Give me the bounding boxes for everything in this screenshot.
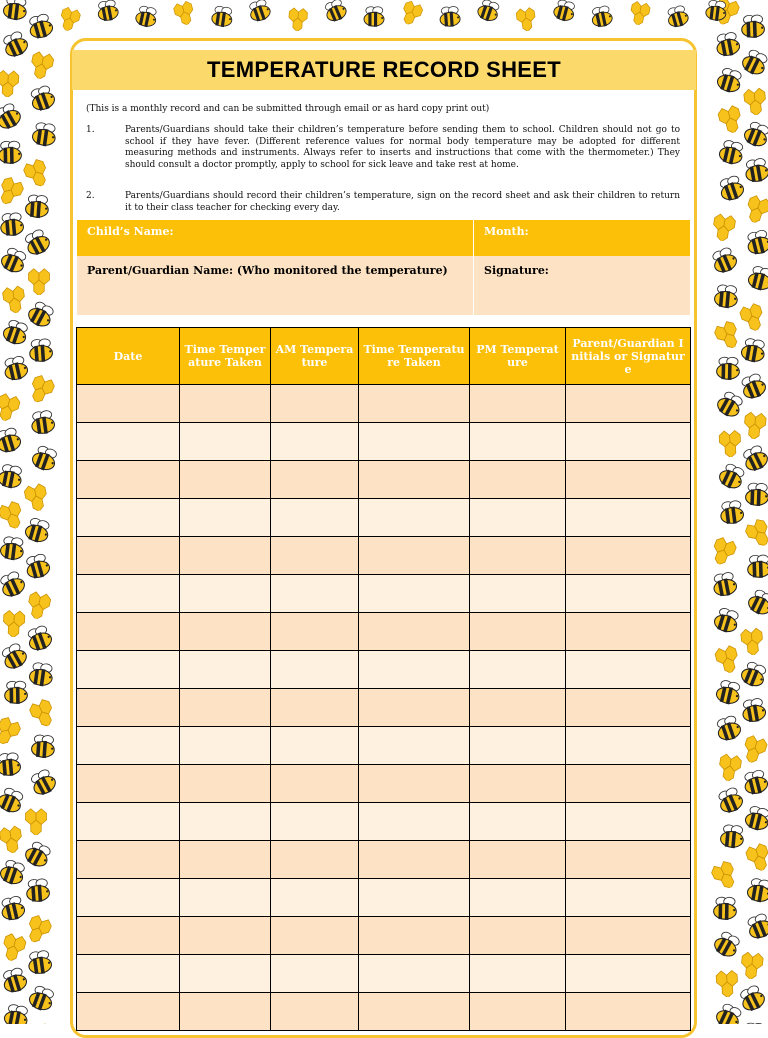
pm-temperature-cell[interactable] [470,841,566,879]
pm-temperature-cell[interactable] [470,461,566,499]
signature-cell[interactable] [566,651,691,689]
honeycomb-icon [711,213,736,243]
pm-temperature-cell[interactable] [470,423,566,461]
bee-icon [744,157,768,183]
table-header-row [77,328,691,385]
bee-icon [0,570,27,600]
time-pm-cell[interactable] [359,955,470,993]
table-row [77,689,691,727]
bee-icon [710,246,740,276]
honeycomb-icon [709,536,738,569]
bee-icon [720,824,745,849]
time-pm-cell[interactable] [359,727,470,765]
bee-icon [25,299,56,330]
bee-icon [211,5,234,28]
bee-icon [714,1002,744,1024]
table-row [77,613,691,651]
bee-icon [439,6,460,27]
table-row [77,841,691,879]
honeycomb-icon [717,104,744,136]
signature-cell[interactable] [566,955,691,993]
signature-cell[interactable] [566,575,691,613]
date-cell[interactable] [77,651,180,689]
honeycomb-icon [25,591,51,622]
table-row [77,499,691,537]
pm-temperature-cell[interactable] [470,955,566,993]
bee-icon [714,389,745,420]
signature-cell[interactable] [566,461,691,499]
honeycomb-icon [0,175,25,209]
honeycomb-icon [716,970,738,998]
bee-icon [25,194,49,218]
honeycomb-icon [740,628,764,657]
bee-icon [134,5,158,29]
honeycomb-icon [628,1,650,27]
bee-icon [717,462,747,492]
instruction-1 [86,125,680,171]
time-pm-cell[interactable] [359,613,470,651]
am-temperature-cell[interactable] [271,385,359,423]
signature-cell[interactable] [566,765,691,803]
childs-name-label: Child’s Name: [87,225,174,238]
bee-icon [740,337,766,363]
bee-icon [31,122,57,148]
instruction-number: 1. [86,125,95,135]
month-label: Month: [484,225,529,238]
time-pm-cell[interactable] [359,879,470,917]
am-temperature-cell[interactable] [271,423,359,461]
time-am-cell[interactable] [180,537,271,575]
honeycomb-icon [0,70,19,98]
bee-icon [24,553,52,581]
bee-icon [3,1003,30,1024]
signature-cell[interactable] [566,727,691,765]
bee-icon [739,660,768,690]
bee-icon [96,0,119,22]
time-pm-cell[interactable] [359,423,470,461]
bee-icon [716,357,739,380]
bee-icon [364,7,384,27]
honeycomb-icon [0,715,22,749]
honeycomb-icon [710,859,741,893]
time-pm-cell[interactable] [359,765,470,803]
date-cell[interactable] [77,575,180,613]
bee-icon [0,752,21,777]
bee-icon [716,786,746,816]
title-bar [72,50,696,90]
am-temperature-cell[interactable] [271,841,359,879]
signature-cell[interactable] [566,537,691,575]
table-row [77,651,691,689]
temperature-log-table [76,327,691,1031]
time-am-cell[interactable] [180,993,271,1031]
bee-icon [741,15,764,38]
time-am-cell[interactable] [180,499,271,537]
honeycomb-icon [0,500,26,533]
signature-label: Signature: [484,264,549,277]
pm-temperature-cell[interactable] [470,803,566,841]
bee-icon [552,0,576,23]
bee-icon [476,0,501,24]
bee-icon [0,536,25,561]
table-row [77,955,691,993]
pm-temperature-cell[interactable] [470,385,566,423]
honeycomb-icon [57,6,81,34]
bee-icon [739,48,768,78]
bee-icon [714,31,741,58]
bee-icon [711,929,742,960]
bee-icon [665,4,690,29]
table-row [77,765,691,803]
honeycomb-icon [23,483,49,514]
pm-temperature-cell[interactable] [470,651,566,689]
column-header-date: Date [77,328,180,385]
date-cell[interactable] [77,423,180,461]
bee-icon [322,0,348,24]
honeycomb-icon [23,913,53,946]
bee-icon [719,500,744,525]
pm-temperature-cell[interactable] [470,499,566,537]
signature-cell[interactable] [566,879,691,917]
bee-icon [27,984,56,1013]
column-header-pm-temperature: PM Temperature [470,328,566,385]
bee-icon [3,0,28,21]
bee-icon [714,714,743,743]
bee-icon [0,858,27,887]
guardian-name-label: Parent/Guardian Name: (Who monitored the temperature) [87,264,448,277]
bee-icon [718,139,745,166]
table-row [77,537,691,575]
instruction-text: Parents/Guardians should take their children’s temperature before sending them to school. Children should not go to school if they have fever. (Different reference values for normal body temperature may be adopted for different measuring methods and instruments. Always refer to inserts and instructions that come with the thermometer.) They should consult a doctor promptly, apply to school for sick leave and take rest at home. [125,125,680,170]
bee-icon [745,912,768,942]
bee-icon [0,463,24,490]
table-row [77,879,691,917]
signature-cell[interactable] [566,993,691,1031]
bee-icon [590,5,614,29]
honeycomb-icon [719,430,741,458]
signature-cell[interactable] [566,423,691,461]
am-temperature-cell[interactable] [271,537,359,575]
bee-icon [745,588,768,618]
pm-temperature-cell[interactable] [470,879,566,917]
am-temperature-cell[interactable] [271,651,359,689]
bee-icon [739,372,768,402]
honeycomb-icon [739,302,767,334]
date-cell[interactable] [77,841,180,879]
honeycomb-icon [743,194,768,226]
childs-name-field[interactable] [77,220,474,256]
time-am-cell[interactable] [180,917,271,955]
table-row [77,917,691,955]
bee-icon [0,141,22,164]
intro-note: (This is a monthly record and can be submitted through email or as hard copy print out) [86,104,490,114]
bee-icon [714,284,739,309]
bee-icon [30,410,56,436]
time-pm-cell[interactable] [359,841,470,879]
time-am-cell[interactable] [180,765,271,803]
am-temperature-cell[interactable] [271,613,359,651]
time-pm-cell[interactable] [359,575,470,613]
bee-icon [717,174,746,203]
pm-temperature-cell[interactable] [470,613,566,651]
bee-icon [0,895,26,922]
date-cell[interactable] [77,461,180,499]
signature-cell[interactable] [566,385,691,423]
bee-icon [0,246,28,276]
table-row [77,803,691,841]
pm-temperature-cell[interactable] [470,689,566,727]
pm-temperature-cell[interactable] [470,765,566,803]
bee-icon [747,265,768,292]
bee-icon [1,318,30,347]
am-temperature-cell[interactable] [271,727,359,765]
am-temperature-cell[interactable] [271,499,359,537]
honeycomb-icon [743,88,767,117]
time-am-cell[interactable] [180,727,271,765]
instruction-number: 2. [86,191,95,201]
signature-cell[interactable] [566,841,691,879]
guardian-name-field[interactable] [77,256,474,315]
bee-icon [0,426,23,454]
am-temperature-cell[interactable] [271,917,359,955]
honeycomb-icon [29,269,50,296]
bee-icon [27,950,53,976]
month-field[interactable] [474,220,691,256]
am-temperature-cell[interactable] [271,955,359,993]
signature-cell[interactable] [566,689,691,727]
date-cell[interactable] [77,917,180,955]
bee-icon [26,878,50,902]
time-am-cell[interactable] [180,385,271,423]
bee-icon [712,606,740,634]
date-cell[interactable] [77,613,180,651]
pm-temperature-cell[interactable] [470,537,566,575]
signature-cell[interactable] [566,613,691,651]
student-info-table [76,220,690,315]
bee-icon [745,229,768,256]
time-am-cell[interactable] [180,879,271,917]
date-cell[interactable] [77,993,180,1031]
instruction-text: Parents/Guardians should record their children’s temperature, sign on the record sheet and ask their children to return it to their class teacher for checking every day. [125,191,680,213]
date-cell[interactable] [77,499,180,537]
column-header-time-am: Time Temperature Taken [180,328,271,385]
time-am-cell[interactable] [180,613,271,651]
bee-icon [740,444,768,474]
bee-icon [742,120,768,150]
time-pm-cell[interactable] [359,499,470,537]
time-am-cell[interactable] [180,575,271,613]
column-header-am-temperature: AM Temperature [271,328,359,385]
instruction-2 [86,191,680,214]
bee-icon [746,877,768,903]
honeycomb-icon [714,644,741,676]
honeycomb-icon [745,842,768,874]
date-cell[interactable] [77,385,180,423]
bee-icon [2,355,29,382]
time-am-cell[interactable] [180,803,271,841]
pm-temperature-cell[interactable] [470,575,566,613]
time-pm-cell[interactable] [359,993,470,1031]
time-am-cell[interactable] [180,423,271,461]
date-cell[interactable] [77,689,180,727]
honeycomb-icon [713,319,744,353]
bee-icon [744,805,768,832]
honeycomb-icon [0,825,24,855]
honeycomb-icon [717,753,742,783]
bee-icon [745,483,768,506]
date-cell[interactable] [77,727,180,765]
pm-temperature-cell[interactable] [470,727,566,765]
bee-icon [30,444,59,473]
pm-temperature-cell[interactable] [470,993,566,1031]
time-pm-cell[interactable] [359,803,470,841]
honeycomb-icon [398,0,424,28]
signature-field[interactable] [474,256,691,315]
bee-icon [0,212,24,237]
time-am-cell[interactable] [180,841,271,879]
honeycomb-icon [743,517,768,551]
honeycomb-icon [0,392,21,424]
bee-icon [29,338,53,362]
pm-temperature-cell[interactable] [470,917,566,955]
honeycomb-icon [516,7,537,33]
am-temperature-cell[interactable] [271,879,359,917]
bee-icon [741,697,767,723]
honeycomb-icon [743,412,767,441]
bee-icon [0,30,30,60]
bee-icon [715,66,743,94]
honeycomb-icon [22,157,52,190]
bee-icon [247,0,272,24]
date-cell[interactable] [77,879,180,917]
bee-icon [737,984,767,1014]
bee-icon [28,662,54,688]
time-pm-cell[interactable] [359,651,470,689]
honeycomb-icon [3,610,25,638]
bee-icon [28,767,59,798]
honeycomb-icon [2,285,27,315]
date-cell[interactable] [77,955,180,993]
bee-icon [23,517,51,545]
date-cell[interactable] [77,537,180,575]
honeycomb-icon [26,373,56,406]
time-pm-cell[interactable] [359,917,470,955]
time-pm-cell[interactable] [359,461,470,499]
bee-icon [27,13,55,41]
table-row [77,993,691,1031]
am-temperature-cell[interactable] [271,803,359,841]
table-row [77,423,691,461]
honeycomb-icon [740,952,764,981]
bee-icon [22,839,53,870]
bee-icon [0,966,28,994]
honeycomb-icon [28,697,58,730]
time-am-cell[interactable] [180,651,271,689]
am-temperature-cell[interactable] [271,575,359,613]
bee-icon [747,555,768,578]
bee-icon [25,624,54,653]
time-pm-cell[interactable] [359,385,470,423]
bee-icon [0,641,30,672]
time-am-cell[interactable] [180,689,271,727]
bee-icon [711,571,738,598]
bee-icon [22,227,53,258]
honeycomb-icon [740,734,768,766]
time-am-cell[interactable] [180,461,271,499]
honeycomb-icon [0,932,27,964]
honeycomb-icon [28,51,54,82]
table-row [77,575,691,613]
honeycomb-icon [173,0,197,27]
am-temperature-cell[interactable] [271,993,359,1031]
table-row [77,727,691,765]
table-row [77,385,691,423]
bee-icon [715,679,742,706]
time-am-cell[interactable] [180,955,271,993]
bee-icon [0,101,24,132]
table-row [77,461,691,499]
am-temperature-cell[interactable] [271,765,359,803]
bee-icon [4,681,27,704]
page-title: TEMPERATURE RECORD SHEET [207,57,561,82]
bee-icon [742,769,768,796]
date-cell[interactable] [77,803,180,841]
signature-cell[interactable] [566,803,691,841]
bee-icon [28,84,57,113]
column-header-signature: Parent/Guardian Initials or Signature [566,328,691,385]
date-cell[interactable] [77,765,180,803]
signature-cell[interactable] [566,917,691,955]
honeycomb-icon [26,809,47,836]
bee-icon [0,786,25,816]
bee-icon [31,734,55,758]
time-pm-cell[interactable] [359,537,470,575]
time-pm-cell[interactable] [359,689,470,727]
signature-cell[interactable] [566,499,691,537]
am-temperature-cell[interactable] [271,461,359,499]
honeycomb-icon [288,8,308,33]
bee-icon [713,897,736,920]
column-header-time-pm: Time Temperature Taken [359,328,470,385]
am-temperature-cell[interactable] [271,689,359,727]
